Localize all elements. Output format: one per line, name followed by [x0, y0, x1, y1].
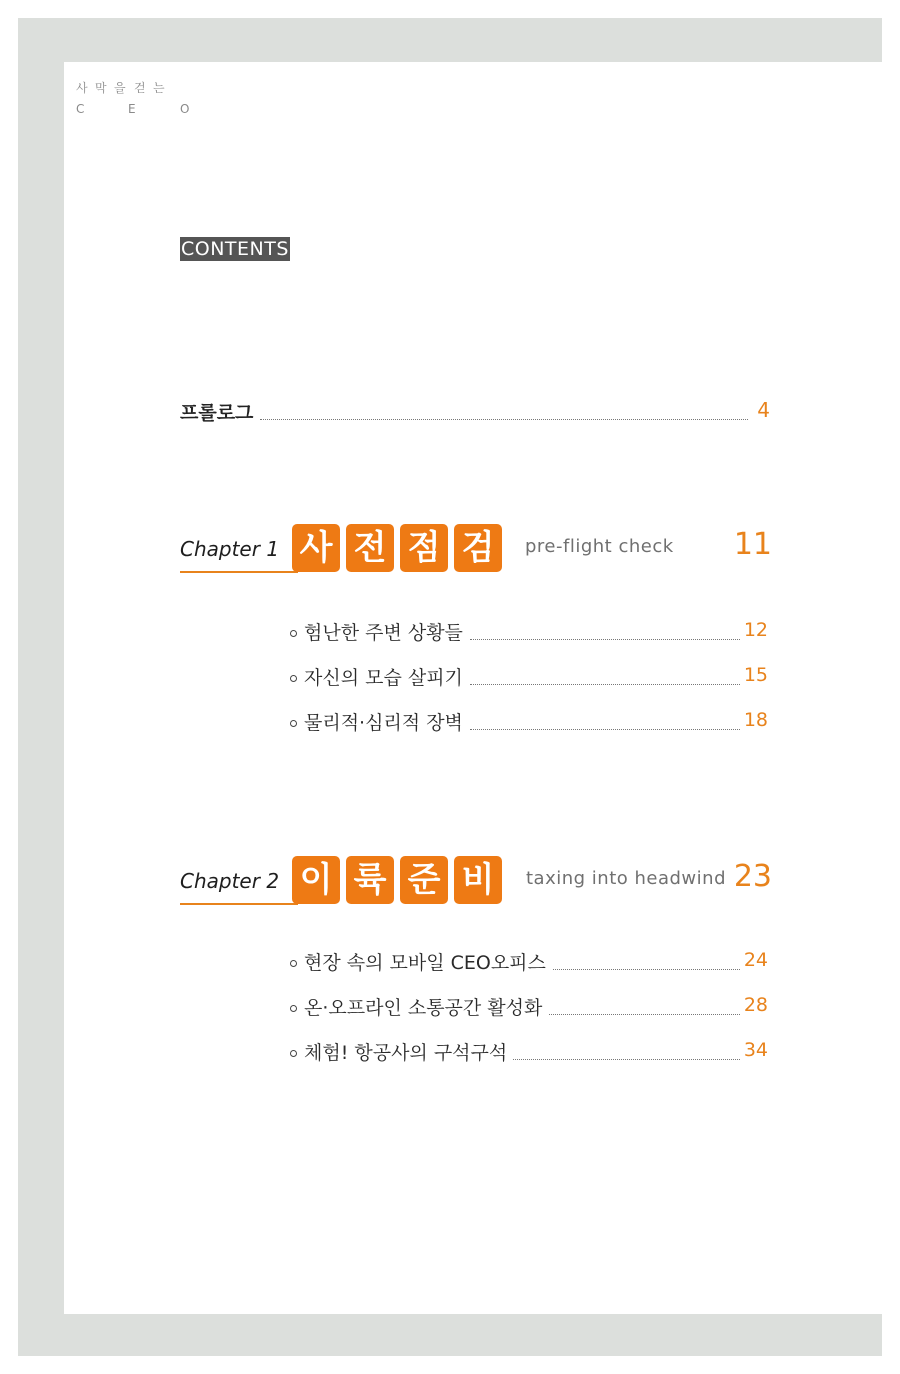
chapter-english-subtitle: taxing into headwind: [526, 868, 726, 889]
page-frame-top: [18, 18, 882, 62]
chapter-2-heading[interactable]: [180, 856, 772, 916]
chapter-title-tile: 준: [400, 856, 448, 904]
book-title-line-1: [76, 78, 232, 99]
entry-page-number: 12: [743, 619, 768, 641]
entry-page-number: 28: [743, 994, 768, 1016]
contents-heading: CONTENTS: [181, 238, 289, 260]
page-frame-left: [18, 18, 64, 1356]
chapter-title-tiles: [292, 524, 508, 572]
bullet-circle-icon: [290, 675, 297, 682]
dotted-leader: [470, 639, 740, 640]
chapter-title-tile: 검: [454, 524, 502, 572]
prologue-page-number: 4: [757, 398, 770, 422]
book-title-char: O: [180, 102, 190, 116]
toc-entry[interactable]: [290, 1038, 768, 1070]
chapter-page-number: 23: [733, 859, 772, 894]
toc-entry[interactable]: [290, 708, 768, 740]
chapter-underline: [180, 903, 298, 905]
book-title-char: 막: [95, 81, 107, 95]
entry-title: 물리적·심리적 장벽: [304, 708, 469, 735]
chapter-english-subtitle: pre-flight check: [525, 536, 674, 557]
book-title-char: E: [128, 102, 136, 116]
chapter-title-tile: 륙: [346, 856, 394, 904]
bullet-circle-icon: [290, 960, 297, 967]
chapter-title-tile: 비: [454, 856, 502, 904]
book-title-char: 을: [114, 81, 126, 95]
chapter-1-heading[interactable]: [180, 524, 772, 584]
entry-page-number: 24: [743, 949, 768, 971]
bullet-circle-icon: [290, 720, 297, 727]
chapter-underline: [180, 571, 298, 573]
dotted-leader: [470, 729, 740, 730]
chapter-label: Chapter 1: [180, 537, 280, 561]
book-title: [76, 78, 232, 120]
chapter-title-tile: 사: [292, 524, 340, 572]
chapter-title-tile: 이: [292, 856, 340, 904]
page-frame-right: [878, 18, 882, 62]
dotted-leader: [470, 684, 740, 685]
entry-title: 자신의 모습 살피기: [304, 663, 469, 690]
bullet-circle-icon: [290, 1050, 297, 1057]
entry-title: 온·오프라인 소통공간 활성화: [304, 993, 548, 1020]
entry-title: 현장 속의 모바일 CEO오피스: [304, 948, 552, 975]
toc-prologue[interactable]: [180, 398, 770, 426]
book-title-char: 는: [153, 81, 165, 95]
book-title-char: 사: [76, 81, 88, 95]
toc-entry[interactable]: [290, 618, 768, 650]
prologue-title: 프롤로그: [180, 402, 254, 424]
toc-entry[interactable]: [290, 663, 768, 695]
book-title-char: 걷: [134, 81, 146, 95]
entry-title: 험난한 주변 상황들: [304, 618, 469, 645]
entry-page-number: 34: [743, 1039, 768, 1061]
entry-page-number: 18: [743, 709, 768, 731]
bullet-circle-icon: [290, 630, 297, 637]
toc-entry[interactable]: [290, 993, 768, 1025]
entry-page-number: 15: [743, 664, 768, 686]
entry-title: 체험! 항공사의 구석구석: [304, 1038, 513, 1065]
book-title-char: C: [76, 102, 85, 116]
dotted-leader: [260, 419, 748, 420]
chapter-title-tile: 점: [400, 524, 448, 572]
bullet-circle-icon: [290, 1005, 297, 1012]
chapter-page-number: 11: [733, 527, 772, 562]
chapter-title-tiles: [292, 856, 508, 904]
book-title-line-2: [76, 99, 232, 120]
chapter-label: Chapter 2: [180, 869, 280, 893]
toc-entry[interactable]: [290, 948, 768, 980]
page-frame-bottom: [18, 1314, 882, 1356]
chapter-title-tile: 전: [346, 524, 394, 572]
